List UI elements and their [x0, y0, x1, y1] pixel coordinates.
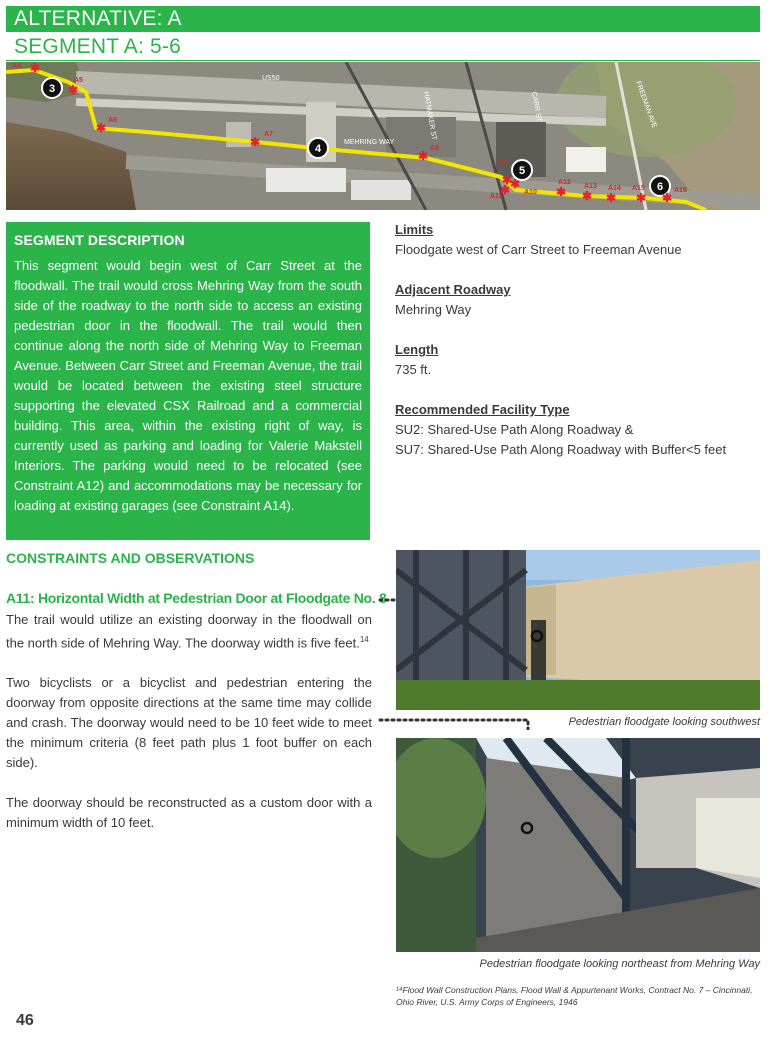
facility-type-su2: SU2: Shared-Use Path Along Roadway & — [395, 422, 634, 437]
length-label: Length — [395, 342, 439, 357]
svg-text:A7: A7 — [264, 131, 273, 138]
constraint-a11-body — [6, 610, 372, 853]
svg-text:✱: ✱ — [606, 191, 617, 205]
segment-facts — [395, 220, 760, 460]
svg-text:✱: ✱ — [418, 149, 429, 163]
svg-text:✱: ✱ — [30, 62, 41, 75]
svg-text:✱: ✱ — [250, 135, 261, 149]
segment-description-text: This segment would begin west of Carr Street at the floodwall. The trail would cross Mehring Way from the south side of the roadway to the north side to access an existing pedestrian door in the floodwall. The trail would then continue along the north side of Mehring Way to Freeman Avenue. Between Carr Street and Freeman Avenue, the trail would be located between the existing steel structure supporting the elevated CSX Railroad and a commercial building. This area, within the existing right of way, is currently used as parking and loading for Valerie Makstell Interiors. The parking would need to be relocated (see Constraint A12) and accommodations may be necessary for loading at existing garages (see Constraint A14). — [14, 258, 362, 513]
segment-aerial-map — [6, 62, 760, 210]
svg-text:✱: ✱ — [582, 189, 593, 203]
svg-text:5: 5 — [518, 165, 526, 177]
map-label-us50: US50 — [262, 75, 280, 82]
constraint-a11-p3: The doorway should be reconstructed as a custom door with a minimum width of 10 feet. — [6, 795, 372, 831]
limits-value: Floodgate west of Carr Street to Freeman Avenue — [395, 242, 682, 257]
svg-text:A11: A11 — [490, 193, 503, 200]
length-value: 735 ft. — [395, 362, 432, 377]
constraint-a11-p2: Two bicyclists or a bicyclist and pedestrian entering the doorway from opposite directions at the same time may collide and crash. The doorway would need to be 10 feet wide to meet the minimum criteria (8 feet path plus 1 foot buffer on each side). — [6, 675, 372, 771]
footnote: ¹⁴Flood Wall Construction Plans, Flood Wall & Appurtenant Works, Contract No. 7 – Cincinnati, Ohio River, U.S. Army Corps of Engineers, 1946 — [396, 985, 753, 1007]
segment-description-title: SEGMENT DESCRIPTION — [14, 232, 185, 248]
svg-text:✱: ✱ — [636, 191, 647, 205]
svg-text:A10: A10 — [524, 189, 537, 196]
floodgate-photo-northeast — [396, 738, 760, 952]
svg-text:A14: A14 — [608, 185, 621, 192]
svg-text:6: 6 — [656, 181, 664, 193]
map-label-freeman: FREEMAN AVE — [634, 80, 658, 129]
adjacent-roadway-value: Mehring Way — [395, 302, 472, 317]
svg-text:3: 3 — [48, 83, 56, 95]
svg-text:A4: A4 — [12, 63, 21, 70]
svg-text:A8: A8 — [430, 145, 439, 152]
svg-text:✱: ✱ — [502, 173, 513, 187]
constraints-heading: CONSTRAINTS AND OBSERVATIONS — [6, 550, 255, 566]
constraint-a11-p1: The trail would utilize an existing doorway in the floodwall on the north side of Mehring Way. The doorway width is five feet.$^{14}$ — [6, 612, 372, 651]
segment-title: SEGMENT A: 5-6 — [14, 35, 181, 58]
svg-text:A5: A5 — [74, 77, 83, 84]
photo-caption-southwest: Pedestrian floodgate looking southwest — [568, 716, 760, 728]
svg-text:✱: ✱ — [68, 83, 79, 97]
facility-type-label: Recommended Facility Type — [395, 402, 570, 417]
svg-text:✱: ✱ — [96, 121, 107, 135]
svg-text:✱: ✱ — [510, 177, 521, 191]
map-node-3 — [42, 78, 62, 98]
svg-text:A6: A6 — [108, 117, 117, 124]
map-node-4 — [308, 138, 328, 158]
footnote-ref: 14 — [359, 635, 369, 644]
floodgate-photo-southwest — [396, 550, 760, 710]
svg-text:✱: ✱ — [500, 183, 511, 197]
adjacent-roadway-label: Adjacent Roadway — [395, 282, 511, 297]
svg-text:A16: A16 — [674, 187, 687, 194]
constraint-a11-title: A11: Horizontal Width at Pedestrian Door at Floodgate No. 8 — [6, 590, 387, 606]
limits-label: Limits — [395, 222, 434, 237]
segment-description-box — [6, 222, 370, 540]
svg-text:A15: A15 — [632, 185, 645, 192]
map-label-mehring: MEHRING WAY — [344, 139, 395, 146]
svg-text:✱: ✱ — [662, 191, 673, 205]
map-label-hatmaker: HATMAKER ST — [422, 91, 438, 141]
svg-text:4: 4 — [314, 143, 322, 155]
page-number: 46 — [16, 1012, 34, 1029]
svg-text:A12: A12 — [558, 179, 571, 186]
photo-caption-northeast: Pedestrian floodgate looking northeast from Mehring Way — [479, 958, 760, 970]
svg-text:✱: ✱ — [556, 185, 567, 199]
svg-text:A13: A13 — [584, 183, 597, 190]
header-divider — [6, 60, 760, 61]
svg-text:A9: A9 — [498, 159, 507, 166]
facility-type-su7: SU7: Shared-Use Path Along Roadway with Buffer<5 feet — [395, 442, 727, 457]
map-label-carr: CARR ST — [530, 91, 543, 123]
alternative-header: ALTERNATIVE: A — [6, 6, 760, 32]
